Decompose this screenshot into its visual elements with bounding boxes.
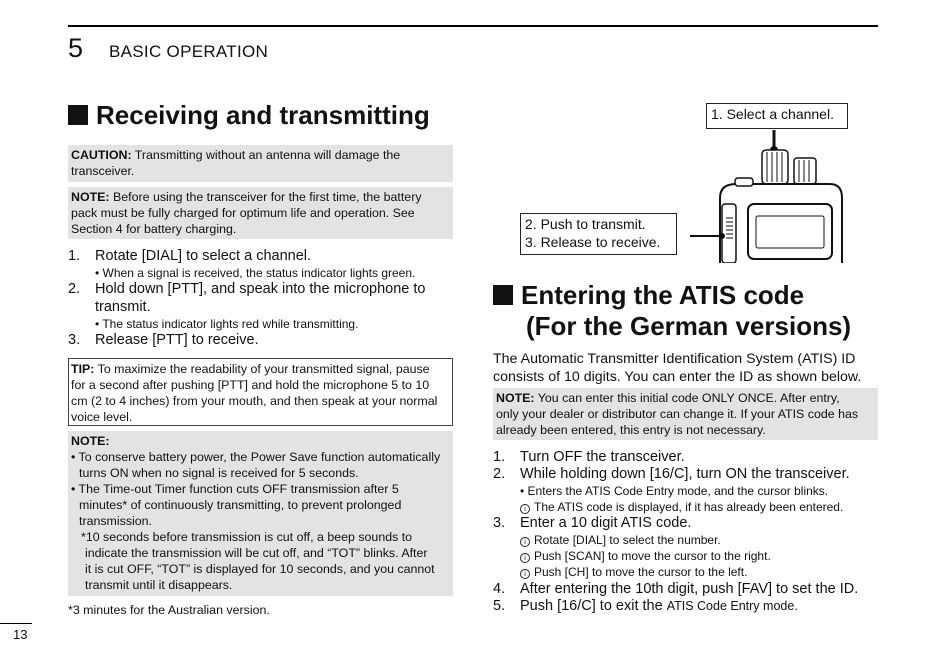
tip-box	[68, 358, 453, 426]
chapter-title: BASIC OPERATION	[109, 42, 269, 61]
section-title-receiving	[68, 100, 430, 130]
tip-line: for a second after pushing [PTT] and hold the microphone 5 to 10	[71, 378, 430, 392]
step-item	[493, 466, 893, 484]
caution-label: CAUTION:	[71, 148, 132, 162]
note-line: Section 4 for battery charging.	[71, 222, 237, 236]
step-text: Turn OFF the transceiver.	[520, 449, 685, 465]
dial-knob-icon	[762, 150, 788, 184]
tip-label: TIP:	[71, 362, 95, 376]
note-line: transmit until it disappears.	[85, 578, 233, 592]
note-label: NOTE:	[71, 190, 110, 204]
step-sub: • Enters the ATIS Code Entry mode, and the cursor blinks.	[520, 484, 829, 498]
header-rule	[68, 25, 878, 27]
intro-line: consists of 10 digits. You can enter the ID as shown below.	[493, 369, 862, 385]
info-icon: i	[520, 504, 530, 514]
info-icon: i	[520, 537, 530, 547]
step-text-continued: transmit.	[95, 299, 151, 315]
step-sub	[520, 548, 771, 564]
tip-line: voice level.	[71, 410, 133, 424]
step-sub-text: The ATIS code is displayed, if it has already been entered.	[534, 500, 844, 514]
step-number: 5.	[493, 598, 506, 614]
step-item	[493, 449, 893, 467]
caution-text-2: transceiver.	[71, 164, 135, 178]
info-icon: i	[520, 569, 530, 579]
note-line: already been entered, this entry is not necessary.	[496, 423, 766, 437]
section-subtitle: (For the German versions)	[526, 311, 852, 341]
section-title-atis	[493, 280, 804, 310]
square-bullet-icon	[493, 285, 513, 305]
tip-line: cm (2 to 4 inches) from your mouth, and then speak at your normal	[71, 394, 438, 408]
note-label: NOTE:	[496, 391, 535, 405]
callout-line: 3. Release to receive.	[525, 234, 661, 250]
atis-intro	[493, 350, 861, 386]
caution-box	[68, 145, 453, 182]
callout-select-channel: 1. Select a channel.	[706, 103, 848, 129]
note-line: it is cut OFF, “TOT” is displayed for 10 seconds, and you cannot	[85, 562, 435, 576]
callout-line: 2. Push to transmit.	[525, 216, 646, 232]
step-number: 2.	[68, 281, 81, 297]
transceiver-illustration	[690, 120, 850, 263]
step-number: 3.	[493, 515, 506, 531]
note-line: indicate the transmission will be cut off, and “TOT” blinks. After	[85, 546, 428, 560]
page-number-rule	[0, 623, 32, 624]
note-line: You can enter this initial code ONLY ONCE. After entry,	[534, 391, 840, 405]
step-sub: • The status indicator lights red while transmitting.	[95, 317, 359, 331]
step-number: 4.	[493, 581, 506, 597]
callout-push-release	[520, 213, 677, 255]
note-line: turns ON when no signal is received for 5 seconds.	[79, 466, 359, 480]
intro-line: The Automatic Transmitter Identification System (ATIS) ID	[493, 351, 856, 367]
volume-knob-icon	[794, 158, 816, 184]
step-text	[520, 598, 798, 615]
step-item	[493, 598, 893, 616]
step-text-small: ATIS Code Entry mode.	[666, 599, 798, 613]
section-title-text: Entering the ATIS code	[521, 280, 805, 310]
step-sub	[520, 564, 747, 580]
step-text: Enter a 10 digit ATIS code.	[520, 515, 692, 531]
step-item	[68, 332, 458, 350]
note-line: Before using the transceiver for the first time, the battery	[109, 190, 422, 204]
info-icon: i	[520, 553, 530, 563]
step-sub-text: Push [CH] to move the cursor to the left.	[534, 565, 748, 579]
step-sub-text: Rotate [DIAL] to select the number.	[534, 533, 721, 547]
caution-text: Transmitting without an antenna will damage the	[131, 148, 401, 162]
page-number: 13	[13, 627, 28, 642]
note-label: NOTE:	[71, 434, 110, 448]
step-item	[493, 581, 893, 599]
note-box-power	[68, 431, 453, 596]
note-line: minutes* of continuously transmitting, to prevent prolonged	[79, 498, 402, 512]
note-line: transmission.	[79, 514, 152, 528]
step-number: 1.	[68, 248, 81, 264]
note-box-atis	[493, 388, 878, 440]
step-sub-text: Push [SCAN] to move the cursor to the right.	[534, 549, 771, 563]
note-line: • To conserve battery power, the Power Save function automatically	[71, 450, 441, 464]
step-text: While holding down [16/C], turn ON the transceiver.	[520, 466, 850, 482]
note-line: only your dealer or distributor can change it. If your ATIS code has	[496, 407, 859, 421]
step-sub	[520, 532, 721, 548]
step-text: Rotate [DIAL] to select a channel.	[95, 248, 312, 264]
step-text: After entering the 10th digit, push [FAV] to set the ID.	[520, 581, 859, 597]
step-sub	[520, 499, 843, 515]
step-item	[493, 515, 893, 533]
step-sub: • When a signal is received, the status indicator lights green.	[95, 266, 416, 280]
section-title-text: Receiving and transmitting	[96, 100, 430, 130]
step-text: Release [PTT] to receive.	[95, 332, 259, 348]
chapter-number: 5	[68, 33, 84, 63]
note-line: *10 seconds before transmission is cut off, a beep sounds to	[81, 530, 413, 544]
tip-line: To maximize the readability of your transmitted signal, pause	[94, 362, 430, 376]
step-item	[68, 248, 458, 266]
square-bullet-icon	[68, 105, 88, 125]
footnote: *3 minutes for the Australian version.	[68, 603, 270, 617]
note-line: • The Time-out Timer function cuts OFF transmission after 5	[71, 482, 399, 496]
step-text-main: Push [16/C] to exit the	[520, 598, 667, 614]
step-item	[68, 281, 458, 299]
step-number: 1.	[493, 449, 506, 465]
note-line: pack must be fully charged for optimum life and operation. See	[71, 206, 415, 220]
step-text: Hold down [PTT], and speak into the microphone to	[95, 281, 426, 297]
note-box-battery	[68, 187, 453, 239]
step-number: 2.	[493, 466, 506, 482]
step-number: 3.	[68, 332, 81, 348]
